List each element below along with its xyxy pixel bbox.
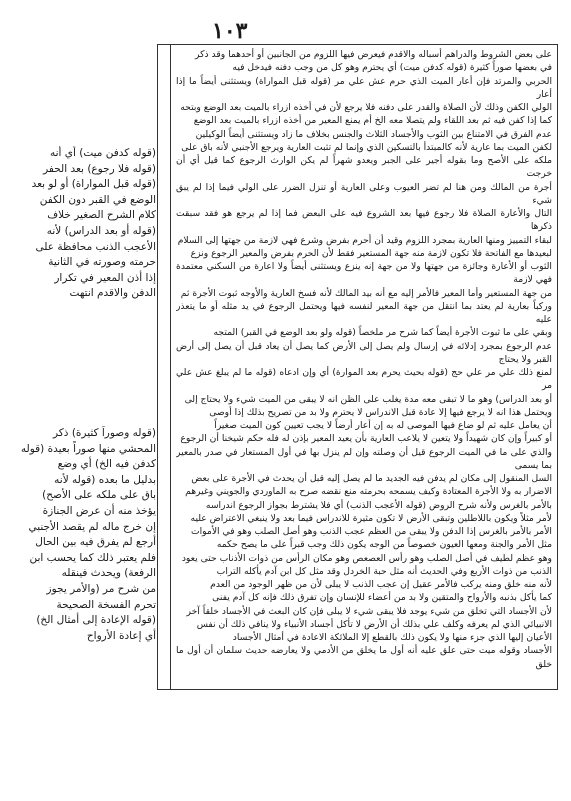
- margin-gloss-lower: [14, 426, 156, 656]
- gloss-line: المحشي منها صوراً بعيدة (قوله: [20, 442, 156, 455]
- text-line: أجرة من المالك ومن هنا لم تضر العيوب وعلى العارية أو تنزل الضرر على الولي فيما إذا لم يبق شيء: [176, 181, 552, 206]
- gloss-line: أرجع لم يفرق فيه بين الحال: [35, 536, 156, 549]
- text-line: ويحتمل هذا انه لا يرجع فيها إلا عادة قبل الاندراس لا يحترم ولا بد من تصريح بذلك إذا أوصى: [209, 406, 552, 418]
- text-line: والذي على ما في الميت الرجوع قيل أن وصلته وإن لم ينزل بها في أول المستعار في صدر بالمعير بما يسمى: [176, 446, 552, 471]
- text-line: في بعضها صوراً كثيرة (قوله كدفن ميت) أي يحترم وهو كل من وجب دفنه فيدخل فيه: [232, 62, 552, 74]
- gloss-line: بدليل ما بعده (قوله لأنه: [54, 473, 156, 486]
- text-line: لمنع ذلك علي مر علي حج (قوله بحيث يحرم بعد الموارة) أي وإن ادعاه (قوله ما لم يبلغ عش علي مر: [176, 367, 552, 392]
- text-line: بالأمر بالغرس ولأنه شرح الروض (قوله الأعجب الذنب) أي فلا يشترط بجواز الرجوع اندراسه: [205, 499, 552, 511]
- text-line: الأجساد وقوله ميت حتى علق عليه أنه أول ما يخلق من الأدمي ولا يعارضه حديث سلمان أن أول ما خلق: [176, 645, 552, 670]
- gloss-line: (قوله الإعادة إلى أمثال الخ): [36, 614, 156, 627]
- gloss-line: فلم يعتبر ذلك كما يحسب ابن: [29, 551, 156, 564]
- text-line: الانبيائي الذي لم يعرفه وكلف علي بذلك أن الأرض لا تأكل أجساد الأنبياء ولا ينافي ذلك أن نفس: [196, 618, 552, 630]
- gloss-line: (قوله فلا رجوع) بعد الحفر: [43, 162, 156, 175]
- text-line: الأعيان إليها الذي جزء منها ولا يكون ذلك بالقطع إلا الملائكة الاعادة في أمثال الأجساد: [232, 632, 552, 643]
- text-line: كما إذا كفن فيه ثم بعد اللقاء ولم يتصلا معه الخ أم يمنع المعير من أخذه ازراء بالميت بعد الوضع: [193, 115, 552, 127]
- text-line: على بعض الشروط والدراهم أسباله والاقدم فيعرض فيها اللزوم من الجانبين أو أحدهما وقد ذكر: [195, 49, 552, 60]
- gloss-line: حرمته وصورته في الثانية: [48, 256, 156, 269]
- text-line: أو كبيراً وإن كان شهيداً ولا يتعين لا يلاعب العارية بأن يعيد المعير بإذن له فله حكم شيخنا أن الرجوع: [180, 433, 552, 445]
- main-commentary-text: [176, 48, 552, 684]
- text-line: وركباً بعارية لم يعتد بما انتقل من جهة المعير لنفسه فيها ويحتمل الرجوع في يد مثله أو ما يتعذر عليه: [176, 300, 552, 325]
- text-line: الحربي والمرتد فإن أعار الميت الذي حرم عش علي مر (قوله قبل المواراة) ويستثنى أيضاً ما إذا أعار: [176, 75, 552, 100]
- page-number: ١٠٣: [212, 18, 248, 44]
- text-line: ملكه على الأصح وما بقوله أجير على الجبر ويعدو شهراً لم يكن الوارث الرجوع كما قيل أي أن خرجت: [176, 155, 552, 180]
- text-line: لأن الأجساد التي تخلق من شيء يوجد فلا يبقى شيء لا يبلى فإن كان البعث في الأجساد خلقاً آخر: [186, 605, 552, 617]
- gloss-line: الرفعة) ويحدث فينقله: [61, 567, 156, 580]
- gloss-line: (قوله قبل المواراة) أو لو بعد: [31, 178, 156, 191]
- text-line: عدم الرجوع بمجرد إدلائه في إرسال ولم يصل إلى الأرض كما يصل أن يعاد قبل أن يصل إلى أرض القبر ولا يحتاج: [176, 340, 552, 365]
- text-line: التال والأعارة الصلاة فلا رجوع فيها بعد الشروع فيه على البعض فما إذا لم يرجع هو فقد سبقت ذكرها: [176, 208, 552, 233]
- text-line: الأمر بالأمر بالغرس إذا الدفن ولا يبقى من العظم عجب الذنب وهو أصل الصلب وهو في الأموات: [190, 526, 552, 537]
- gloss-line: أي إعادة الأرواح: [86, 629, 156, 642]
- text-line: لكفن الميت بما عارية لأنه كالمبتدأ بالتسكين الذي وإنما لم تثبت العارية ويرجع الأجنبي لأنه باق على: [181, 141, 552, 153]
- text-line: كما يأكل بذنبه والأرواح والمتقين ولا بد من أعضاء للإنسان وإن تفرق ذلك فإنه كل آدم يفنى: [212, 592, 552, 604]
- text-line: لأنه منه خلق ومنه يركب فالأمر عقيل إن عجب الذنب لا يبلى لأن من ظهر الوجود من العدم: [210, 579, 552, 590]
- gloss-line: يؤخذ منه أن عرض الجنازة: [42, 504, 156, 517]
- text-line: الذنب من ذوات الأربع وفي الحديث أنه مثل حبة الخردل وقد مثل كل ابن آدم يأكله التراب: [216, 565, 552, 577]
- gloss-line: (قوله أو بعد الدراس) لأنه: [46, 224, 156, 237]
- text-line: من جهة المستعير وأما المعير فالأمر إليه مع أنه بيد المالك لأنه فسخ العارية والأوجه ثبوت الأجرة ثم: [180, 287, 552, 299]
- gloss-line: إذا أذن المعير في تكرار: [54, 271, 156, 284]
- gloss-line: إن خرج ماله لم يقصد الأجنبي: [28, 520, 156, 533]
- text-line: لبعيدها مع الفاتحة فلا تكون لازمة منه جهة المستعير فقط لأن الحرم بفرض والمعير الرجوع ونزع: [190, 247, 552, 259]
- gloss-line: (قوله وصوراً كثيرة) ذكر: [53, 427, 156, 439]
- text-line: أن يعامل عليه ثم لو ضاع فيها الموصى له به إن أعار أرضاً لا يجب تعيين كون الميت صغيراً: [214, 420, 552, 431]
- text-line: وهو عظم لطيف في أصل الصلب وهو رأس العصعص وهو مكان الرأس من ذوات الأذناب حتى يعود: [181, 552, 552, 564]
- text-line: لبقاء التمييز ومنها العارية بمجرد اللزوم وقيد أن أحرم بفرض وشرع فهي لازمة من جهتها إلى السلام: [177, 234, 552, 246]
- gloss-line: تحرم الفسخة الصحيحة: [56, 598, 156, 611]
- gloss-line: (قوله كدفن ميت) أي أنه: [49, 147, 156, 159]
- margin-gloss-upper: [14, 146, 156, 314]
- text-line: عدم الفرق في الامتناع بين الثوب والأجساد الثلاث والجنس بخلاف ما زاد ويستثنى أيضاً الوكيلين: [195, 128, 552, 140]
- gloss-line: الأعجب الذنب محافظة على: [35, 240, 156, 253]
- gloss-line: الوضع في القبر دون الكفن: [39, 193, 156, 206]
- text-line: الاضرار به ولا الأجرة المعتادة وكيف يسمحه بحرمته منع نقضه صرح به الماوردي والجويني وغيرهم: [185, 486, 552, 498]
- text-line: لأمر مثلاً ويكون باللاطلين وتبقى الأرض لا تكون مثيرة للاندراس فيما بعد ولا ينبغي الاعتراض عليه: [190, 512, 552, 524]
- text-line: الولي الكفن وذلك لأن الصلاة والقدر على دفنه فلا يرجع لأن في أخذه ازراء بالميت بعد الوضع وبتحه: [180, 102, 552, 113]
- text-line: وبقي على ما ثبوت الأجرة أيضاً كما شرح مر ملخصاً (قوله ولو بعد الوضع في القبر) المتجه: [213, 327, 552, 339]
- margin-rule: [157, 44, 170, 690]
- gloss-line: باق على ملكه على الأصح): [42, 489, 156, 502]
- text-line: مثل الأمر والجنة ومعها العيون خصوصاً من الوجه يكون ذلك وجب قبراً على ما يصح حكمه: [216, 539, 552, 551]
- text-line: أو بعد الدراس) وهو ما لا تبقى معه مدة يغلب على الظن انه لا يبقى من الميت شيء ولا يحتاج إلى: [184, 393, 552, 405]
- gloss-line: كدفن فيه الخ) أي وضع: [57, 458, 156, 471]
- text-line: الثوب أو الأعارة وجائزة من جهتها ولا من جهة إنه ينزع ويستثنى أيضاً ولا اعارة من السكني معتمدة فهي لازمة: [176, 261, 552, 286]
- gloss-line: الدفن والاقدم انتهت: [69, 287, 156, 300]
- text-line: السل المنقول إلى مكان لم يدفن فيه الجديد ما لم يصل إليه قبل أن يحدث في الأجرة على بعض: [191, 473, 552, 484]
- gloss-line: كلام الشرح الصغير خلاف: [47, 209, 156, 222]
- gloss-line: من شرح مر (والأمر يجوز: [46, 582, 156, 595]
